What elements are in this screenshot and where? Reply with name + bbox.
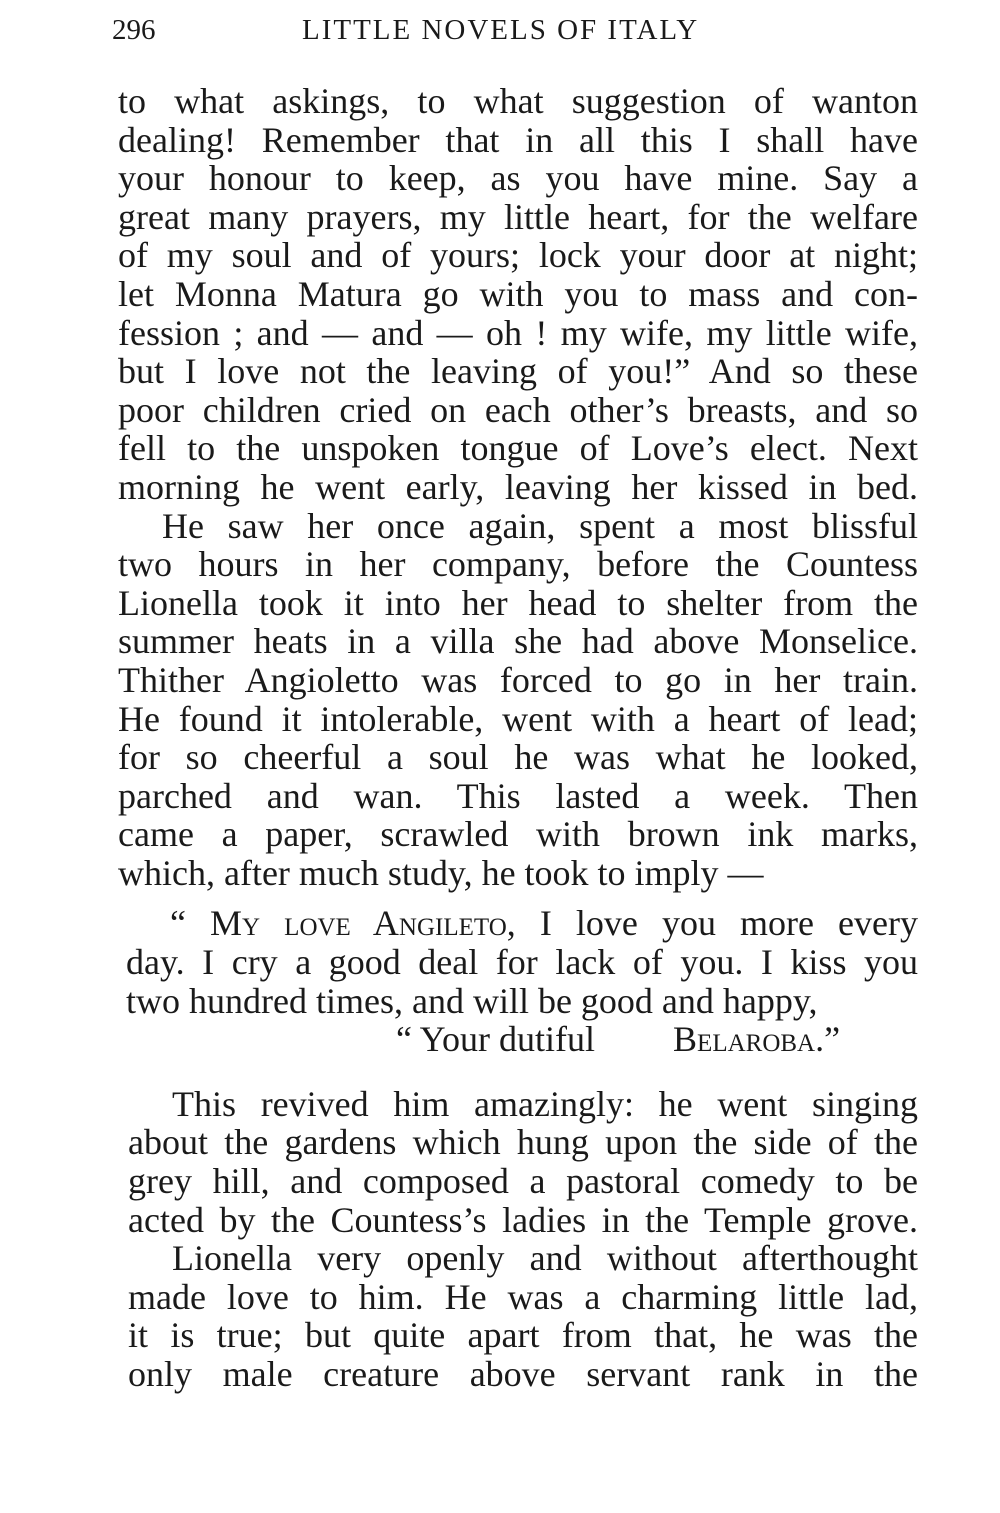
letter-salutation: My love Angileto, [210,903,516,944]
text-line: but I love not the leaving of you!” And so these [118,351,918,392]
text-line: morning he went early, leaving her kissed in bed. [118,466,918,507]
text-line: summer heats in a villa she had above Monselice. [118,621,918,662]
text-line: only male creature above servant rank in the [128,1354,918,1394]
running-title: LITTLE NOVELS OF ITALY [302,14,700,46]
text-line: made love to him. He was a charming little lad, [128,1276,918,1317]
text-line: let Monna Matura go with you to mass and con- [118,273,918,314]
text-line: two hundred times, and will be good and happy, [126,980,818,1021]
paragraph-1 [118,82,918,507]
page-header [112,10,892,50]
page-body [118,82,918,1394]
text-line: of my soul and of yours; lock your door at night; [118,235,918,276]
quoted-letter [126,904,918,1058]
text-line: This revived him amazingly: he went singing [172,1083,918,1124]
text-line: your honour to keep, as you have mine. Say a [118,158,918,199]
text-line: Thither Angioletto was forced to go in her train. [118,659,918,700]
text-line: two hours in her company, before the Countess [118,544,918,585]
text-line: fell to the unspoken tongue of Love’s elect. Next [118,428,918,469]
text-line: great many prayers, my little heart, for the welfare [118,196,918,237]
text-line: it is true; but quite apart from that, he was the [128,1315,918,1356]
text-line: He found it intolerable, went with a heart of lead; [118,698,918,739]
text-line: day. I cry a good deal for lack of you. I kiss you [126,942,918,983]
signature-prefix: “ Your dutiful [396,1019,596,1060]
text-line: Lionella very openly and without afterthought [172,1238,918,1279]
open-quote: “ [170,903,211,944]
text-line: dealing! Remember that in all this I shall have [118,119,918,160]
after-letter-text [128,1085,918,1394]
letter-signature [126,1020,918,1059]
signature-name: Belaroba.” [673,1019,841,1060]
paragraph-2 [118,507,918,893]
text-line: Lionella took it into her head to shelter from the [118,582,918,623]
paragraph-3 [128,1085,918,1239]
text-line: acted by the Countess’s ladies in the Temple grove. [128,1199,918,1240]
text-line: about the gardens which hung upon the side of the [128,1122,918,1163]
text-line: fession ; and — and — oh ! my wife, my little wife, [118,312,918,353]
text-line: grey hill, and composed a pastoral comedy to be [128,1161,918,1202]
text-line: for so cheerful a soul he was what he looked, [118,737,918,778]
text-line: to what askings, to what suggestion of wanton [118,81,918,121]
page-number: 296 [112,14,156,46]
text-line: parched and wan. This lasted a week. Then [118,775,918,816]
letter-line-rest: I love you more every [515,903,918,944]
text-line: came a paper, scrawled with brown ink marks, [118,814,918,855]
text-line: He saw her once again, spent a most blissful [162,505,918,546]
paragraph-4 [128,1239,918,1393]
text-line: which, after much study, he took to imply — [118,852,764,893]
letter-first-line [126,904,918,943]
text-line: poor children cried on each other’s breasts, and so [118,389,918,430]
